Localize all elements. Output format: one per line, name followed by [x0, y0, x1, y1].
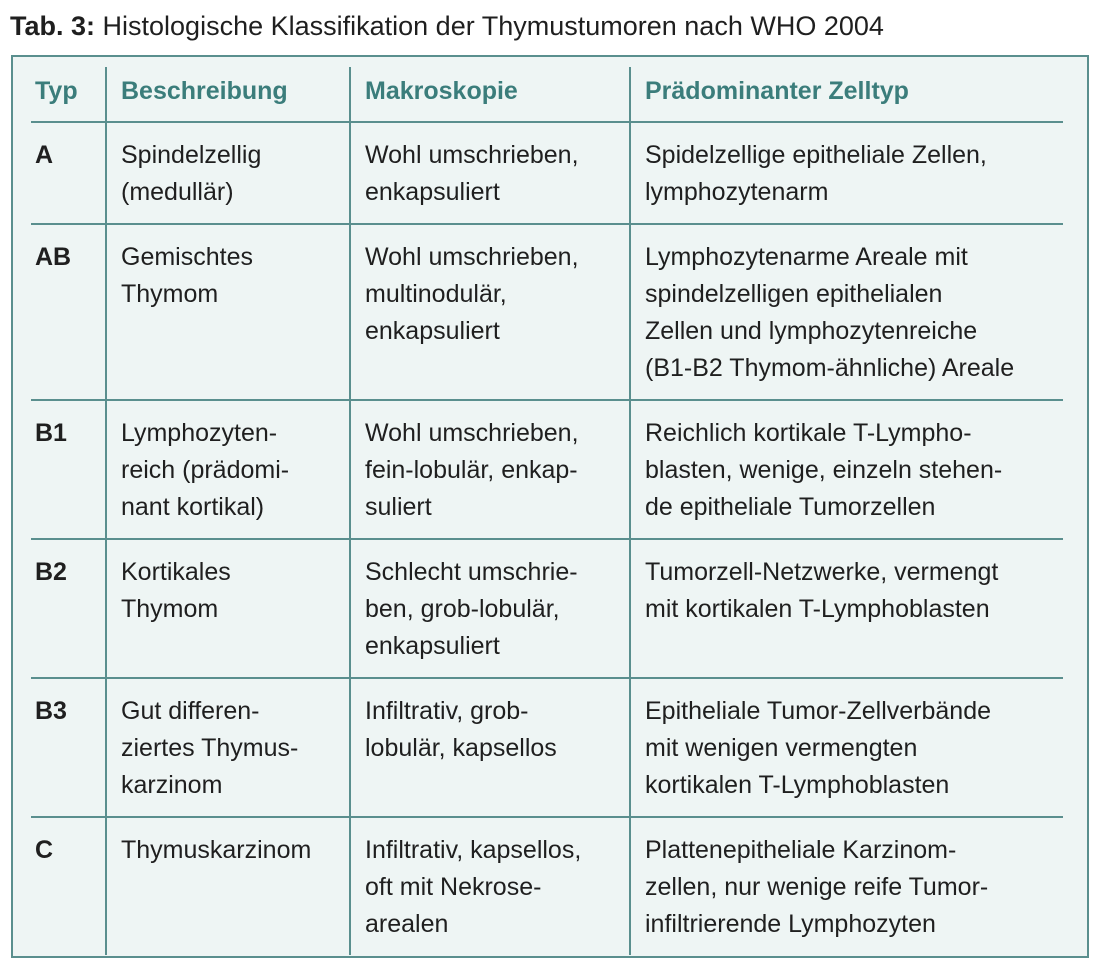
cell-line: Thymom: [121, 280, 219, 308]
cell-beschreibung: [107, 401, 351, 540]
cell-line: Infiltrativ, grob-: [365, 697, 529, 725]
cell-line: Plattenepitheliale Karzinom-: [645, 836, 957, 864]
cell-beschreibung: [107, 679, 351, 818]
cell-zelltyp: [631, 401, 1063, 540]
cell-line: Infiltrativ, kapsellos,: [365, 836, 582, 864]
caption-text: Histologische Klassifikation der Thymustumoren nach WHO 2004: [102, 11, 884, 41]
cell-line: suliert: [365, 493, 432, 521]
cell-typ: B2: [31, 540, 107, 679]
cell-line: infiltrierende Lymphozyten: [645, 910, 936, 938]
cell-zelltyp: [631, 123, 1063, 225]
cell-line: Gemischtes: [121, 243, 253, 271]
cell-line: nant kortikal): [121, 493, 265, 521]
header-zelltyp: Prädominanter Zelltyp: [631, 67, 1063, 123]
cell-typ: C: [31, 818, 107, 955]
cell-makroskopie: [351, 401, 631, 540]
cell-line: Lymphozyten-: [121, 419, 278, 447]
cell-line: Lymphozytenarme Areale mit: [645, 243, 968, 271]
cell-line: Zellen und lymphozytenreiche: [645, 317, 978, 345]
cell-line: Spidelzellige epitheliale Zellen,: [645, 141, 987, 169]
cell-typ: A: [31, 123, 107, 225]
cell-line: Wohl umschrieben,: [365, 141, 579, 169]
cell-line: lymphozytenarm: [645, 178, 829, 206]
header-typ: Typ: [31, 67, 107, 123]
cell-line: Gut differen-: [121, 697, 260, 725]
cell-line: de epitheliale Tumorzellen: [645, 493, 936, 521]
cell-line: multinodulär,: [365, 280, 507, 308]
cell-line: reich (prädomi-: [121, 456, 290, 484]
cell-line: Epitheliale Tumor-Zellverbände: [645, 697, 992, 725]
cell-line: Tumorzell-Netzwerke, vermengt: [645, 558, 999, 586]
cell-line: enkapsuliert: [365, 632, 500, 660]
cell-makroskopie: [351, 679, 631, 818]
cell-zelltyp: [631, 818, 1063, 955]
cell-line: mit kortikalen T-Lymphoblasten: [645, 595, 990, 623]
table-caption: [10, 8, 884, 44]
cell-typ: B3: [31, 679, 107, 818]
classification-table: [11, 55, 1089, 958]
cell-line: spindelzelligen epithelialen: [645, 280, 943, 308]
cell-line: Thymuskarzinom: [121, 836, 312, 864]
cell-line: ben, grob-lobulär,: [365, 595, 560, 623]
cell-line: ziertes Thymus-: [121, 734, 299, 762]
cell-zelltyp: [631, 679, 1063, 818]
caption-label: Tab. 3:: [10, 11, 96, 41]
cell-line: Wohl umschrieben,: [365, 419, 579, 447]
cell-line: Wohl umschrieben,: [365, 243, 579, 271]
cell-line: Schlecht umschrie-: [365, 558, 578, 586]
cell-line: Kortikales: [121, 558, 231, 586]
cell-line: enkapsuliert: [365, 317, 500, 345]
cell-line: fein-lobulär, enkap-: [365, 456, 578, 484]
header-makroskopie: Makroskopie: [351, 67, 631, 123]
cell-line: blasten, wenige, einzeln stehen-: [645, 456, 1003, 484]
table-grid: [31, 67, 1063, 955]
cell-typ: AB: [31, 225, 107, 401]
cell-line: oft mit Nekrose-: [365, 873, 542, 901]
cell-makroskopie: [351, 818, 631, 955]
cell-line: zellen, nur wenige reife Tumor-: [645, 873, 989, 901]
cell-zelltyp: [631, 225, 1063, 401]
cell-beschreibung: [107, 225, 351, 401]
cell-line: lobulär, kapsellos: [365, 734, 557, 762]
cell-line: arealen: [365, 910, 449, 938]
cell-makroskopie: [351, 225, 631, 401]
cell-line: mit wenigen vermengten: [645, 734, 918, 762]
cell-zelltyp: [631, 540, 1063, 679]
cell-beschreibung: [107, 540, 351, 679]
cell-makroskopie: [351, 123, 631, 225]
cell-line: kortikalen T-Lymphoblasten: [645, 771, 950, 799]
cell-makroskopie: [351, 540, 631, 679]
cell-line: Thymom: [121, 595, 219, 623]
cell-beschreibung: [107, 123, 351, 225]
cell-line: karzinom: [121, 771, 223, 799]
cell-line: (B1-B2 Thymom-ähnliche) Areale: [645, 354, 1015, 382]
cell-line: (medullär): [121, 178, 234, 206]
cell-line: Spindelzellig: [121, 141, 262, 169]
cell-typ: B1: [31, 401, 107, 540]
header-beschreibung: Beschreibung: [107, 67, 351, 123]
cell-line: enkapsuliert: [365, 178, 500, 206]
cell-line: Reichlich kortikale T-Lympho-: [645, 419, 972, 447]
cell-beschreibung: [107, 818, 351, 955]
